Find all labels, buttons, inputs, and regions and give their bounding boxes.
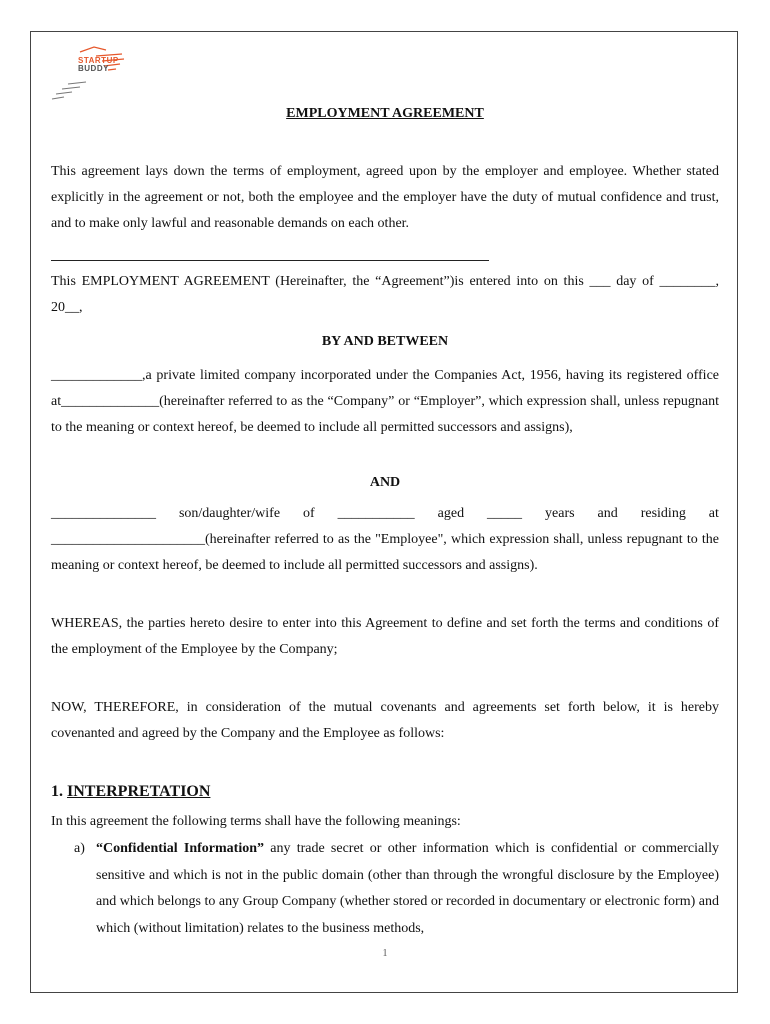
whereas-paragraph: WHEREAS, the parties hereto desire to enter into this Agreement to define and set forth the terms and conditions of the employment of the Employee by the Company; — [51, 616, 719, 657]
section-interpretation-heading — [51, 783, 210, 801]
by-and-between-heading: BY AND BETWEEN — [321, 334, 449, 349]
intro-paragraph: This agreement lays down the terms of employment, agreed upon by the employer and employee. Whether stated explicitly in the agreement or not, both the employee and the employer have the duty of mutual confidence and trust, and to make only lawful and reasonable demands on each other. — [51, 164, 719, 231]
aged-label: aged — [437, 506, 465, 521]
years-label: years — [545, 506, 575, 521]
employee-name-blank: _______________ — [51, 506, 156, 521]
residing-label: residing — [640, 506, 686, 521]
list-marker: a) — [74, 841, 85, 856]
at-label: at — [708, 506, 719, 521]
and-label: and — [597, 506, 618, 521]
of-label: of — [303, 506, 315, 521]
employee-paragraph: ______________________(hereinafter referred to as the "Employee", which expression shall, unless repugnant to the meaning or context hereof, be deemed to include all permitted successors and assigns). — [51, 532, 719, 573]
page-number: 1 — [382, 948, 388, 959]
logo-line-1: STARTUP — [78, 56, 119, 65]
definition-item-a — [74, 836, 719, 942]
now-therefore-paragraph: NOW, THEREFORE, in consideration of the mutual covenants and agreements set forth below, it is hereby covenanted and agreed by the Company and the Employee as follows: — [51, 700, 719, 741]
section-title: INTERPRETATION — [67, 783, 211, 800]
parent-name-blank: ___________ — [337, 506, 415, 521]
logo-line-2: BUDDY — [78, 64, 109, 73]
definition-term: “Confidential Information” — [96, 841, 265, 856]
definition-body — [96, 836, 719, 942]
age-blank: _____ — [487, 506, 523, 521]
company-paragraph: _____________,a private limited company incorporated under the Companies Act, 1956, having its registered office at______________(hereinafter referred to as the “Company” or “Employer”, which expression shall, unless repugnant to the meaning or context hereof, be deemed to include all permitted successors and assigns), — [51, 368, 719, 435]
employee-details-line — [51, 501, 719, 527]
logo-text — [78, 57, 119, 73]
separator-line — [51, 260, 489, 261]
startup-buddy-logo — [50, 44, 130, 104]
definition-text: any trade secret or other information which is confidential or commercially sensitive and which is not in the public domain (other than through the wrongful disclosure by the Employee) and which belongs to any Group Company (whether stored or recorded in documentary or electronic form) and which (without limitation) relates to the business methods, — [96, 841, 719, 936]
logo-graphic-icon — [50, 44, 130, 104]
document-title: EMPLOYMENT AGREEMENT — [286, 106, 484, 121]
section-number: 1. — [51, 783, 63, 800]
relation-label: son/daughter/wife — [178, 506, 281, 521]
agreement-date-paragraph: This EMPLOYMENT AGREEMENT (Hereinafter, the “Agreement”)is entered into on this ___ day of ________, 20__, — [51, 274, 719, 315]
and-heading: AND — [369, 475, 401, 490]
interpretation-intro: In this agreement the following terms shall have the following meanings: — [51, 814, 461, 829]
